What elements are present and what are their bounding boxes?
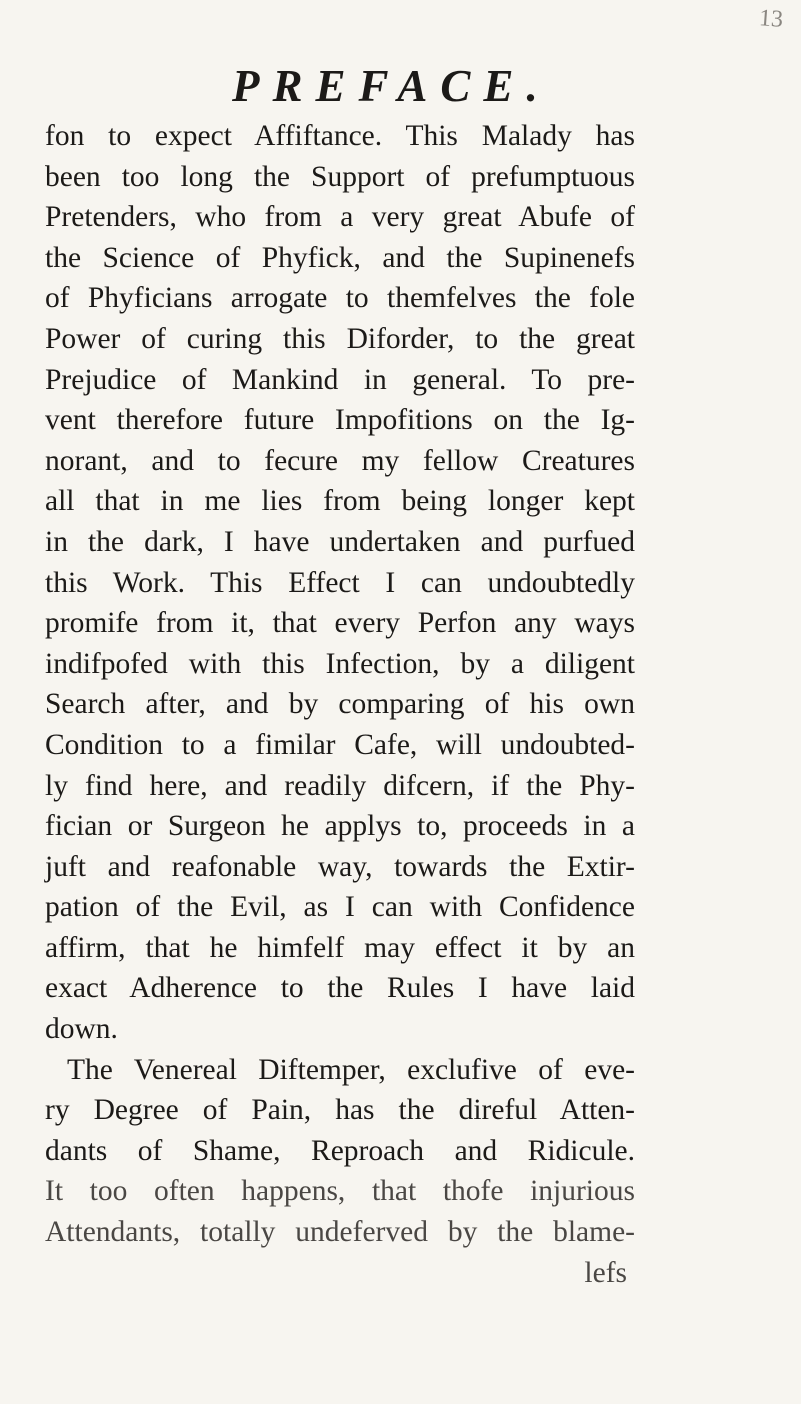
text-line: Condition to a fimilar Cafe, will undoubted- [45, 728, 635, 761]
text-line: norant, and to fecure my fellow Creatures [45, 444, 635, 477]
catchword: lefs [584, 1256, 627, 1289]
text-line: promife from it, that every Perfon any ways [45, 607, 635, 640]
text-line: Search after, and by comparing of his own [45, 688, 635, 721]
text-line: Attendants, totally undeferved by the blame- [45, 1216, 635, 1249]
text-line: dants of Shame, Reproach and Ridicule. [45, 1134, 635, 1167]
text-line: ry Degree of Pain, has the direful Atten- [45, 1094, 635, 1127]
text-line: affirm, that he himfelf may effect it by an [45, 931, 635, 964]
text-line: in the dark, I have undertaken and purfued [45, 525, 635, 558]
text-line: all that in me lies from being longer kept [45, 485, 635, 518]
text-line: exact Adherence to the Rules I have laid [45, 972, 635, 1005]
text-line: down. [45, 1013, 118, 1046]
text-line: pation of the Evil, as I can with Confidence [45, 891, 635, 924]
text-line: fon to expect Affiftance. This Malady has [45, 120, 635, 152]
text-line: juft and reafonable way, towards the Extir- [45, 850, 635, 883]
running-head: PREFACE. [232, 61, 551, 111]
text-line: indifpofed with this Infection, by a diligent [45, 647, 635, 680]
text-line: Pretenders, who from a very great Abufe of [45, 201, 635, 234]
text-line: of Phyficians arrogate to themfelves the fole [45, 282, 635, 315]
text-line: The Venereal Diftemper, exclufive of eve- [67, 1053, 635, 1086]
text-line: Power of curing this Diforder, to the great [45, 322, 635, 355]
text-line: ly find here, and readily difcern, if the Phy- [45, 769, 635, 802]
page-number: 13 [758, 5, 784, 33]
text-line: fician or Surgeon he applys to, proceeds in a [45, 810, 635, 843]
body-text [45, 116, 635, 1293]
text-line: Prejudice of Mankind in general. To pre- [45, 363, 635, 396]
text-line: been too long the Support of prefumptuous [45, 160, 635, 193]
text-line: vent therefore future Impofitions on the Ig- [45, 404, 635, 437]
text-line: It too often happens, that thofe injurious [45, 1175, 635, 1208]
text-line: this Work. This Effect I can undoubtedly [45, 566, 635, 599]
text-line: the Science of Phyfick, and the Supinenefs [45, 241, 635, 274]
